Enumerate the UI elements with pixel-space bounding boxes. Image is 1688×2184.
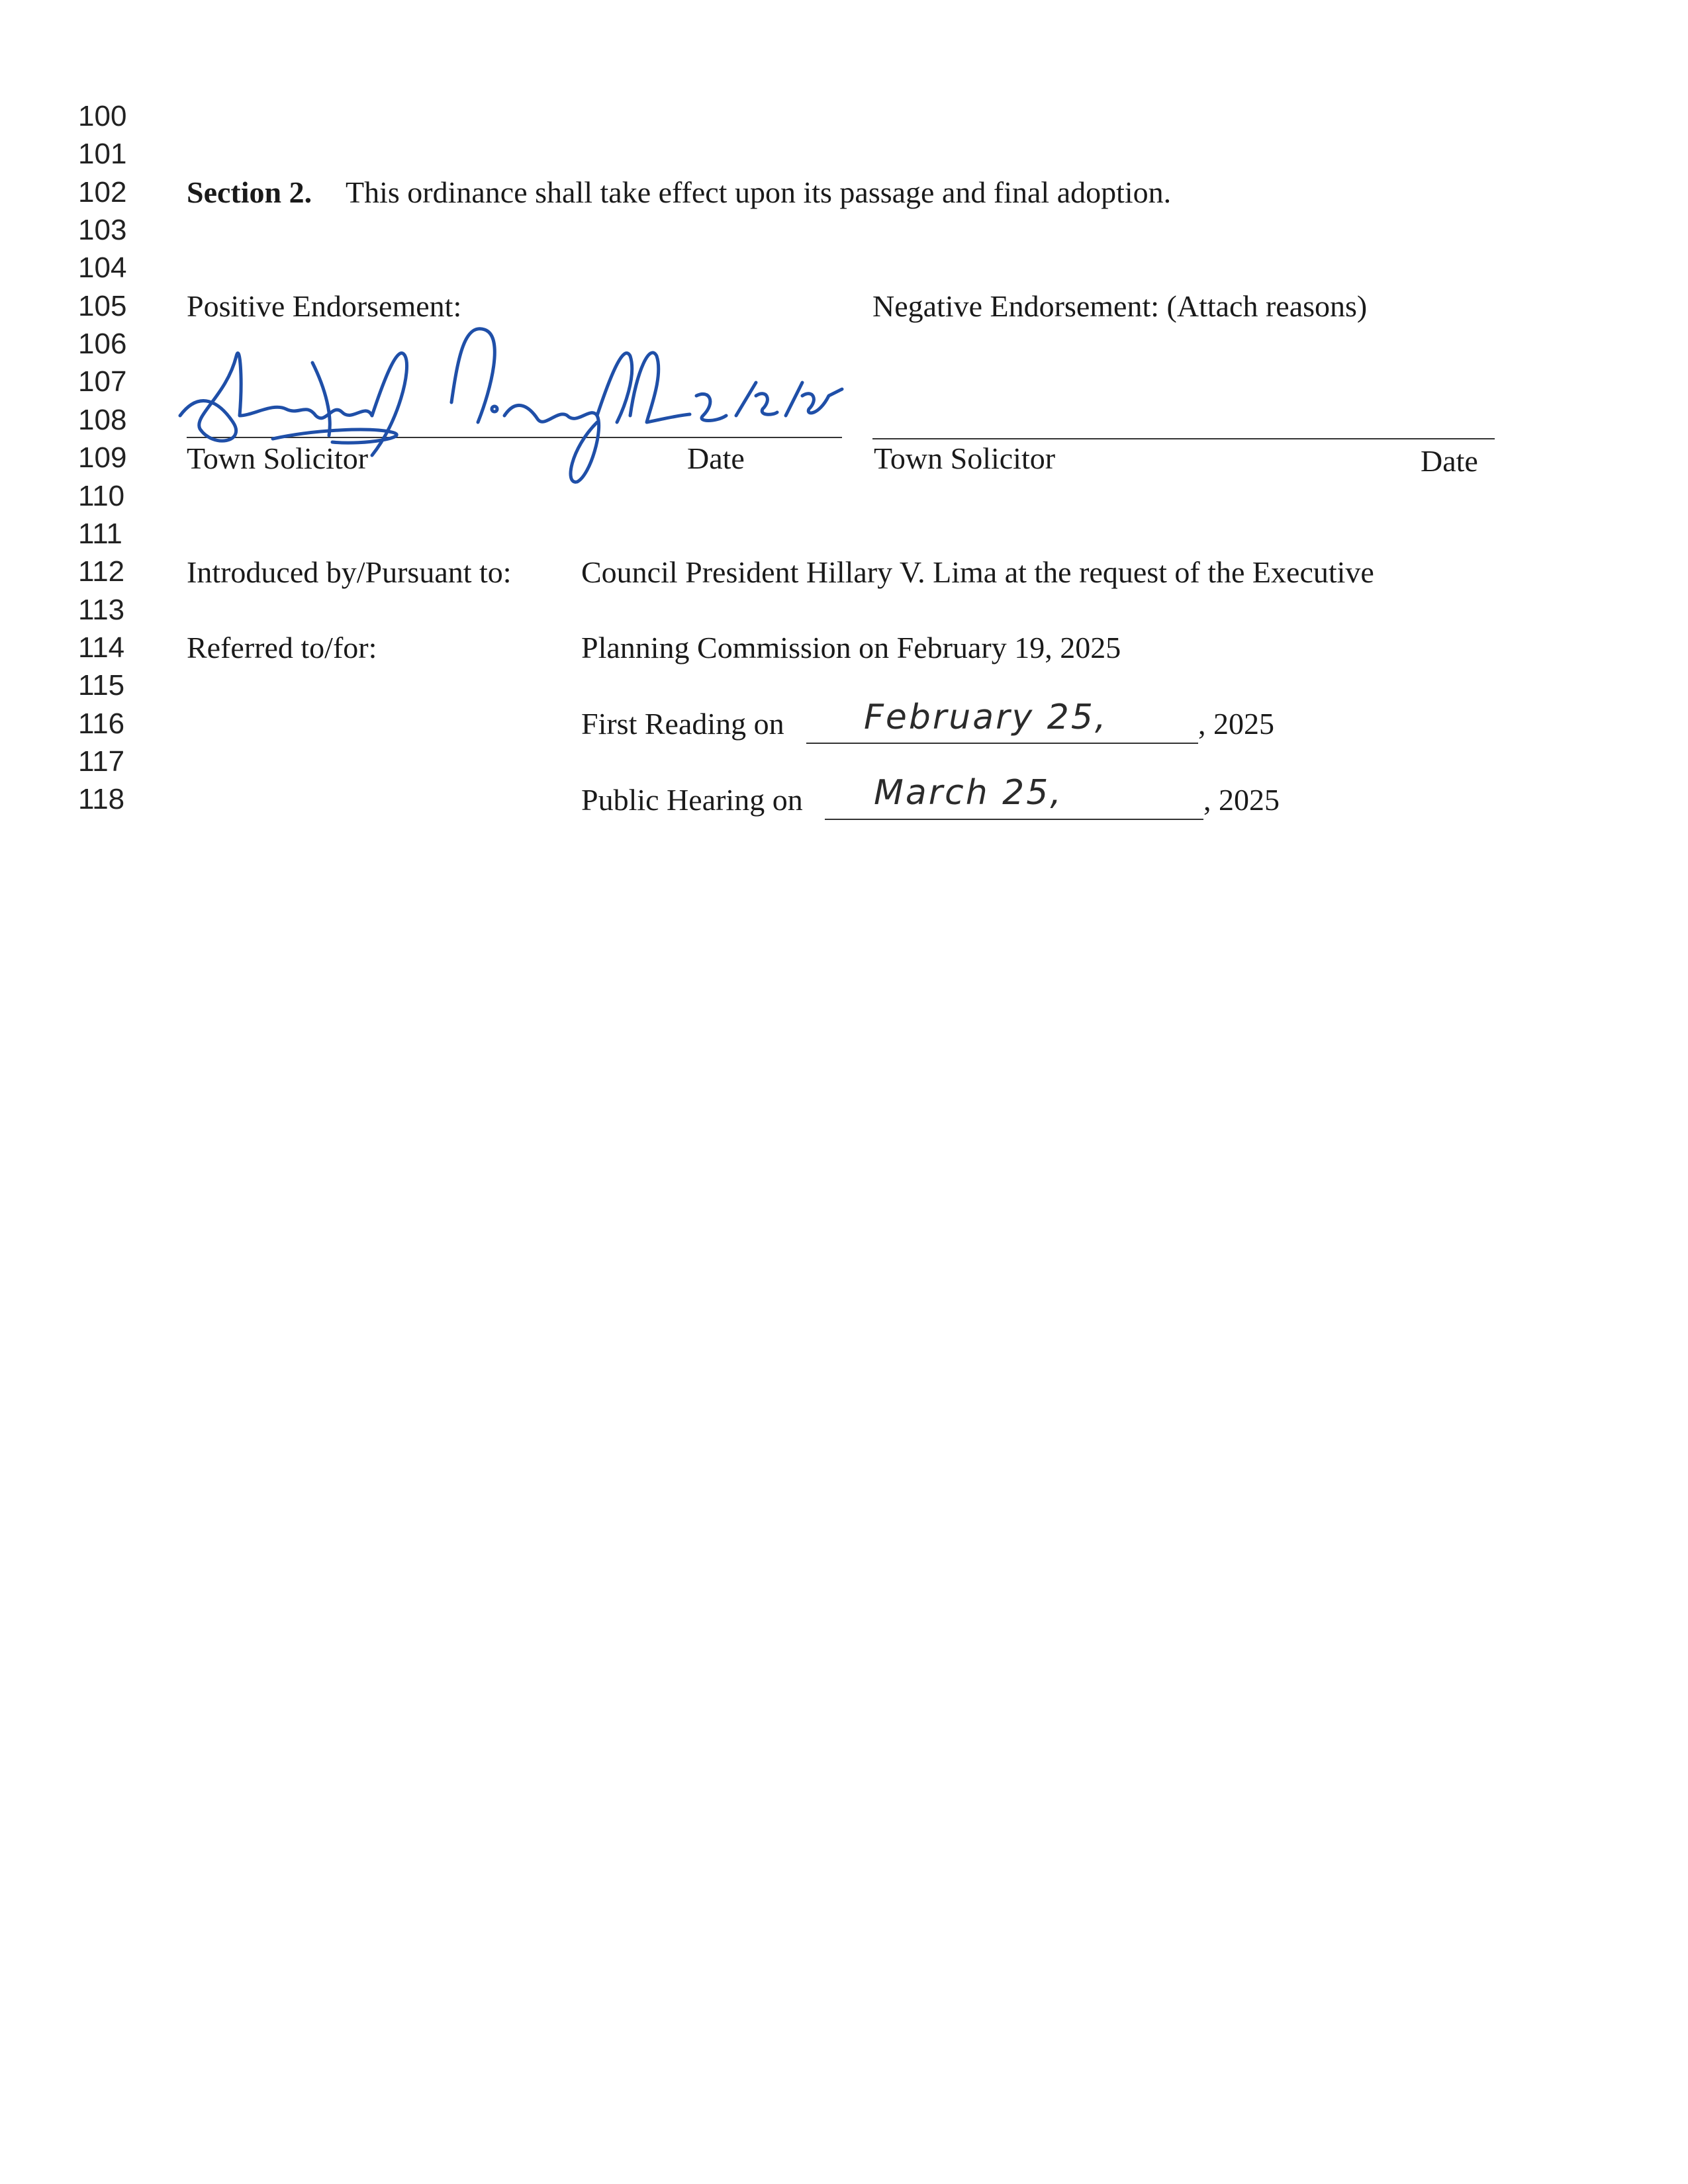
referred-value: Planning Commission on February 19, 2025 bbox=[581, 631, 1121, 664]
first-reading-handwritten: February 25, bbox=[864, 698, 1108, 737]
line-number: 106 bbox=[78, 328, 127, 361]
line-number: 112 bbox=[78, 555, 125, 588]
negative-signer-label: Town Solicitor bbox=[874, 441, 1056, 475]
line-number: 114 bbox=[78, 631, 125, 664]
positive-date-label: Date bbox=[687, 441, 745, 475]
first-reading-label: First Reading on bbox=[581, 707, 784, 741]
negative-date-label: Date bbox=[1421, 444, 1478, 478]
first-reading-year: , 2025 bbox=[1198, 707, 1274, 741]
public-hearing-handwritten: March 25, bbox=[874, 773, 1063, 813]
line-number: 115 bbox=[78, 669, 125, 702]
section-heading: Section 2. bbox=[187, 175, 312, 209]
negative-endorsement-label: Negative Endorsement: (Attach reasons) bbox=[872, 289, 1368, 323]
public-hearing-label: Public Hearing on bbox=[581, 783, 803, 817]
line-number: 103 bbox=[78, 214, 127, 247]
public-hearing-line bbox=[825, 819, 1203, 820]
line-number: 109 bbox=[78, 441, 127, 475]
line-number: 116 bbox=[78, 707, 125, 740]
section-text: This ordinance shall take effect upon its passage and final adoption. bbox=[346, 175, 1172, 209]
first-reading-line bbox=[806, 743, 1198, 744]
introduced-value: Council President Hillary V. Lima at the request of the Executive bbox=[581, 555, 1374, 589]
line-number: 110 bbox=[78, 479, 125, 512]
positive-signer-label: Town Solicitor bbox=[187, 441, 369, 475]
positive-endorsement-label: Positive Endorsement: bbox=[187, 289, 462, 323]
line-number: 105 bbox=[78, 289, 127, 322]
line-number: 113 bbox=[78, 593, 125, 626]
handwritten-signature bbox=[173, 316, 875, 495]
line-number: 117 bbox=[78, 745, 125, 778]
referred-label: Referred to/for: bbox=[187, 631, 377, 664]
introduced-label: Introduced by/Pursuant to: bbox=[187, 555, 512, 589]
line-number: 118 bbox=[78, 783, 125, 816]
line-number: 100 bbox=[78, 100, 127, 132]
negative-signature-line bbox=[872, 438, 1495, 439]
public-hearing-year: , 2025 bbox=[1203, 783, 1280, 817]
line-number: 102 bbox=[78, 175, 127, 208]
line-number: 101 bbox=[78, 138, 127, 171]
line-number: 111 bbox=[78, 517, 122, 550]
line-number: 108 bbox=[78, 403, 127, 436]
line-number: 104 bbox=[78, 251, 127, 285]
line-number: 107 bbox=[78, 365, 127, 398]
